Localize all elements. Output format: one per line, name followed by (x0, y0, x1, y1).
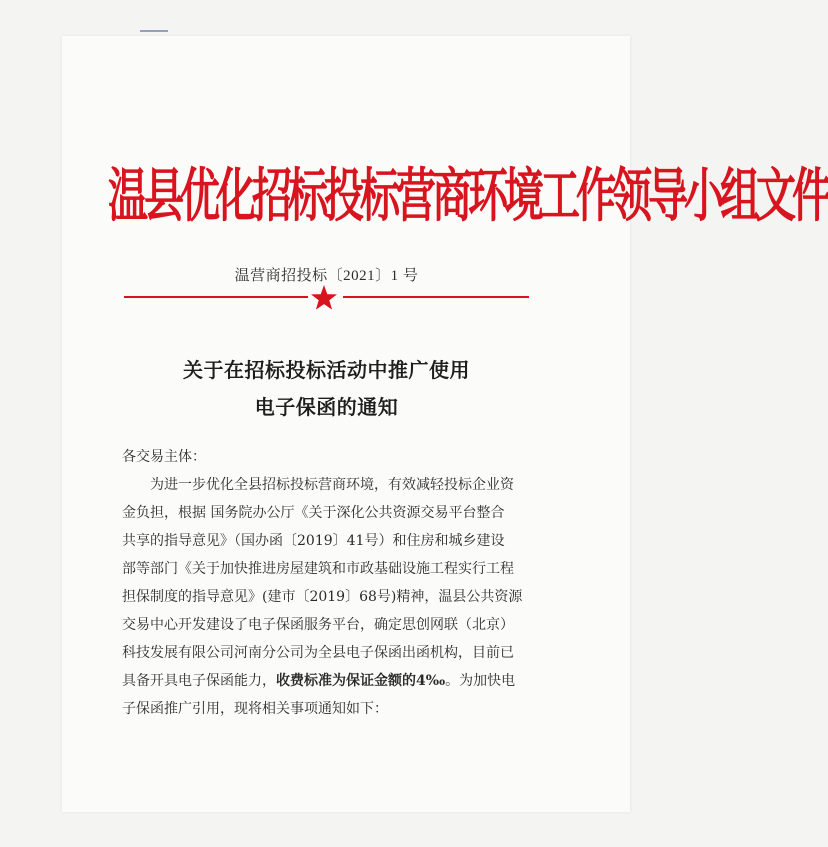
body-line-5: 担保制度的指导意见》(建市〔2019〕68号)精神，温县公共资源 (122, 589, 523, 605)
document-number: 温营商招投标〔2021〕1 号 (234, 268, 419, 284)
body-line-8 (122, 670, 532, 690)
notice-title-line-1: 关于在招标投标活动中推广使用 (183, 358, 470, 382)
body-line-7: 科技发展有限公司河南分公司为全县电子保函出函机构，目前已 (122, 645, 514, 661)
body-line-6: 交易中心开发建设了电子保函服务平台，确定思创网联（北京） (122, 617, 514, 633)
salutation: 各交易主体： (122, 449, 206, 465)
body-line-8-text: 具备开具电子保函能力， (122, 673, 276, 689)
body-line-1: 为进一步优化全县招标投标营商环境，有效减轻投标企业资 (150, 477, 514, 493)
red-divider-left (124, 296, 308, 298)
body-line-3: 共享的指导意见》（国办函〔2019〕41号）和住房和城乡建设 (122, 533, 505, 549)
body-line-2: 金负担，根据 国务院办公厅《关于深化公共资源交易平台整合 (122, 505, 505, 521)
body-line-9: 子保函推广引用，现将相关事项通知如下： (122, 701, 388, 717)
body-line-8-tail: 。为加快电 (445, 673, 516, 689)
issuing-organization-title: 温县优化招标投标营商环境工作领导小组文件 (108, 161, 828, 230)
fee-standard-text: 收费标准为保证金额的4‰ (276, 673, 446, 689)
notice-title-line-2: 电子保函的通知 (254, 395, 399, 419)
body-line-4: 部等部门《关于加快推进房屋建筑和市政基础设施工程实行工程 (122, 561, 514, 577)
scan-mark (140, 30, 168, 32)
red-divider-right (343, 296, 529, 298)
red-star-icon (310, 284, 338, 312)
